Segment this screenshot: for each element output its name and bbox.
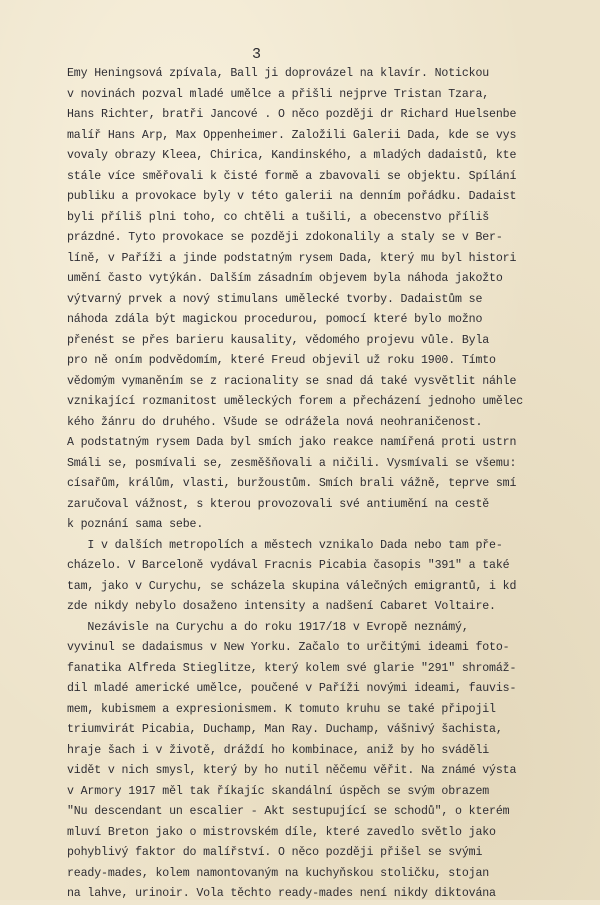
text-line: vovaly obrazy Kleea, Chirica, Kandinského, a mladých dadaistů, kte [67, 149, 517, 162]
text-line: k poznání sama sebe. [67, 518, 204, 531]
text-line: byli příliš plni toho, co chtěli a tušili, a obecenstvo příliš [67, 210, 490, 224]
text-line: "Nu descendant un escalier - Akt sestupující se schodů", o kterém [67, 805, 510, 818]
text-line: Emy Heningsová zpívala, Ball ji doprovázel na klavír. Notickou [67, 67, 490, 80]
text-line: Smáli se, posmívali se, zesměšňovali a ničili. Vysmívali se všemu: [67, 456, 517, 470]
text-line: fanatika Alfreda Stieglitze, který kolem své glarie "291" shromáž- [67, 661, 517, 675]
text-line: Hans Richter, bratři Jancové . O něco později dr Richard Huelsenbe [67, 108, 517, 121]
text-line: vyvinul se dadaismus v New Yorku. Začalo to určitými ideami foto- [67, 641, 510, 654]
text-line: vznikající rozmanitost uměleckých forem a přecházení jednoho umělec [67, 395, 524, 408]
text-line: stále více směřovali k čisté formě a zbavovali se objektu. Spílání [67, 169, 517, 183]
text-line: vidět v nich smysl, který by ho nutil něčemu věřit. Na známé výsta [67, 764, 517, 777]
text-line: zaručoval vážnost, s kterou provozovali své antiumění na cestě [67, 497, 490, 511]
text-line: hraje šach i v životě, dráždí ho kombinace, aniž by ho sváděli [67, 743, 490, 757]
text-line: mluví Breton jako o mistrovském díle, které zavedlo světlo jako [67, 825, 496, 839]
text-line: dil mladé americké umělce, poučené v Paříži novými ideami, fauvis- [67, 682, 517, 695]
text-line: publiku a provokace byly v této galerii na denním pořádku. Dadaist [67, 190, 517, 203]
text-line: I v dalších metropolích a městech vznikalo Dada nebo tam pře- [67, 538, 503, 552]
text-line: náhoda zdála být magickou procedurou, pomocí které bylo možno [67, 313, 483, 326]
text-line: kého žánru do druhého. Všude se odrážela nová neohraničenost. [67, 415, 483, 429]
text-line: ready-mades, kolem namontovaným na kuchyňskou stoličku, stojan [67, 866, 490, 880]
text-line: pro ně oním podvědomím, které Freud objevil už roku 1900. Tímto [67, 354, 496, 367]
text-line: Nezávisle na Curychu a do roku 1917/18 v Evropě neznámý, [67, 620, 469, 634]
text-line: zde nikdy nebylo dosaženo intensity a nadšení Cabaret Voltaire. [67, 600, 496, 613]
text-line: tam, jako v Curychu, se scházela skupina válečných emigrantů, i kd [67, 579, 517, 593]
text-line: pohyblivý faktor do malířství. O něco později přišel se svými [67, 846, 483, 859]
text-line: triumvirát Picabia, Duchamp, Man Ray. Duchamp, vášnivý šachista, [67, 723, 503, 736]
text-line: v Armory 1917 měl tak říkajíc skandální úspěch se svým obrazem [67, 784, 490, 798]
text-line: líně, v Paříži a jinde podstatným rysem Dada, který mu byl histori [67, 251, 517, 265]
text-line: na lahve, urinoir. Vola těchto ready-mades není nikdy diktována [67, 887, 496, 900]
text-line: v novinách pozval mladé umělce a přišli nejprve Tristan Tzara, [67, 87, 490, 101]
text-line: malíř Hans Arp, Max Oppenheimer. Založili Galerii Dada, kde se vys [67, 128, 517, 142]
typed-text-body [67, 64, 600, 905]
text-line: prázdné. Tyto provokace se později zdokonalily a staly se v Ber- [67, 231, 503, 244]
text-line: výtvarný prvek a nový stimulans umělecké tvorby. Dadaistům se [67, 292, 483, 306]
text-line: přenést se přes barieru kausality, vědomého projevu vůle. Byla [67, 333, 490, 347]
page-number: 3 [252, 46, 262, 63]
text-line: mem, kubismem a expresionismem. K tomuto kruhu se také připojil [67, 702, 496, 716]
text-line: císařům, králům, vlasti, buržoustům. Smích brali vážně, teprve smí [67, 477, 517, 490]
text-line: cházelo. V Barceloně vydával Fracnis Picabia časopis "391" a také [67, 559, 510, 572]
text-line: umění často vytýkán. Dalším zásadním objevem byla náhoda jakožto [67, 272, 503, 285]
text-line: vědomým vymaněním se z racionality se snad dá také vysvětlit náhle [67, 374, 517, 388]
text-line: A podstatným rysem Dada byl smích jako reakce namířená proti ustrn [67, 436, 517, 449]
